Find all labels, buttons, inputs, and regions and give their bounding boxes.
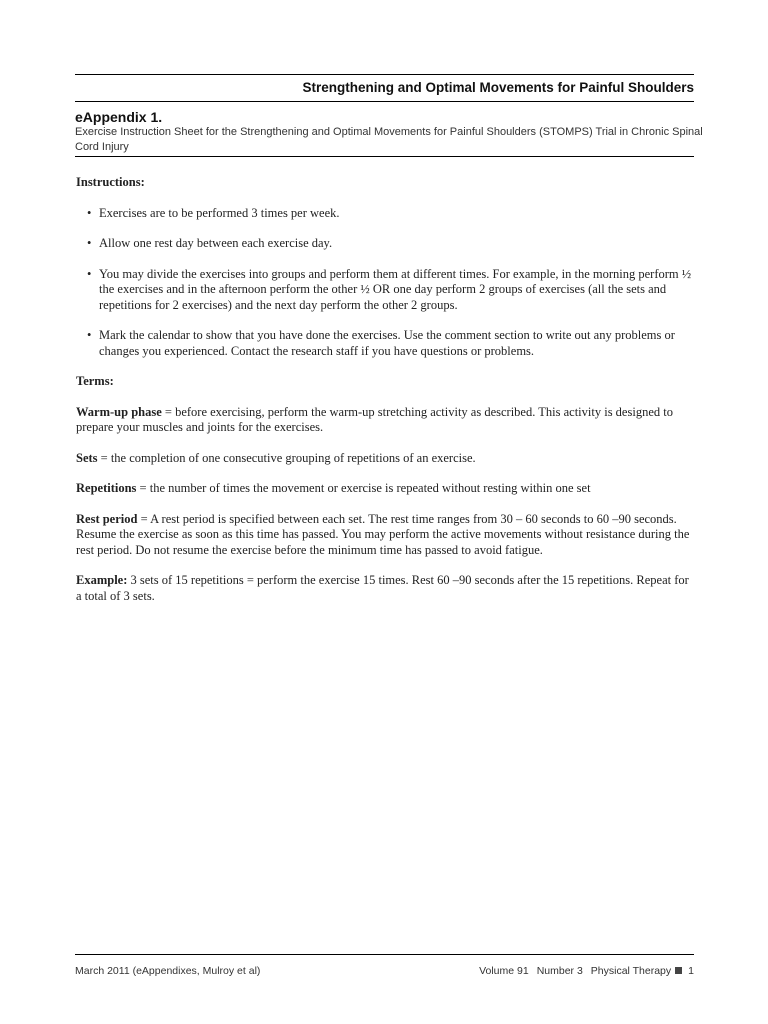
footer-volume: Volume 91 bbox=[479, 965, 529, 977]
list-item bbox=[76, 236, 694, 252]
footer-citation: March 2011 (eAppendixes, Mulroy et al) bbox=[75, 965, 261, 977]
term-definition: = A rest period is specified between each set. The rest time ranges from 30 – 60 seconds to 60 –90 seconds. Resume the exercise as soon as this time has passed. You may perform the active movements without resistance during the rest period. Do not resume the exercise before the minimum time has passed to avoid fatigue. bbox=[76, 511, 690, 557]
bullet-icon: • bbox=[87, 328, 92, 342]
appendix-rule bbox=[75, 156, 694, 157]
bullet-icon: • bbox=[87, 236, 92, 250]
term-sets bbox=[76, 451, 694, 467]
instructions-list bbox=[76, 206, 694, 360]
term-label: Sets bbox=[76, 450, 98, 465]
appendix-subtitle: Exercise Instruction Sheet for the Strengthening and Optimal Movements for Painful Shoulders (STOMPS) Trial in Chronic Spinal Cord Injury bbox=[75, 126, 703, 153]
footer-number: Number 3 bbox=[536, 965, 583, 977]
footer-journal: Physical Therapy bbox=[590, 965, 672, 977]
term-label: Rest period bbox=[76, 511, 138, 526]
bullet-icon: • bbox=[87, 266, 92, 281]
list-item-text: You may divide the exercises into groups and perform them at different times. For example, in the morning perform ½ the exercises and in the afternoon perform the other ½ OR one day perform 2 groups of exercises (all the sets and repetitions for 2 exercises) and the next day perform the other 2 groups. bbox=[99, 266, 692, 312]
term-label: Example: bbox=[76, 573, 128, 587]
term-warm-up bbox=[76, 405, 694, 436]
term-definition: = the completion of one consecutive grouping of repetitions of an exercise. bbox=[97, 450, 476, 465]
bullet-icon: • bbox=[87, 205, 92, 220]
page-number: 1 bbox=[688, 965, 694, 977]
term-definition: = the number of times the movement or exercise is repeated without resting within one set bbox=[136, 481, 591, 495]
list-item bbox=[76, 267, 694, 314]
footer-journal-info bbox=[460, 965, 694, 977]
list-item bbox=[76, 328, 694, 359]
terms-heading: Terms: bbox=[76, 374, 114, 388]
term-repetitions bbox=[76, 481, 694, 497]
square-icon bbox=[675, 967, 682, 974]
appendix-title: eAppendix 1. bbox=[75, 109, 163, 125]
term-example bbox=[76, 573, 694, 604]
term-label: Repetitions bbox=[76, 481, 137, 495]
header-rule bbox=[75, 101, 694, 102]
term-definition: 3 sets of 15 repetitions = perform the exercise 15 times. Rest 60 –90 seconds after the 15 repetitions. Repeat for a total of 3 sets. bbox=[76, 573, 689, 603]
list-item bbox=[76, 206, 694, 222]
top-rule bbox=[75, 74, 694, 75]
term-definition: = before exercising, perform the warm-up stretching activity as described. This activity is designed to prepare your muscles and joints for the exercises. bbox=[76, 404, 673, 434]
instructions-heading: Instructions: bbox=[76, 175, 145, 189]
list-item-text: Allow one rest day between each exercise day. bbox=[99, 236, 333, 250]
term-label: Warm-up phase bbox=[76, 404, 162, 419]
running-header: Strengthening and Optimal Movements for Painful Shoulders bbox=[302, 80, 694, 95]
footer-rule bbox=[75, 954, 694, 955]
list-item-text: Exercises are to be performed 3 times per week. bbox=[99, 205, 340, 220]
list-item-text: Mark the calendar to show that you have done the exercises. Use the comment section to write out any problems or changes you experienced. Contact the research staff if you have questions or problems. bbox=[99, 328, 675, 358]
main-content bbox=[76, 175, 694, 619]
term-rest-period bbox=[76, 512, 694, 559]
